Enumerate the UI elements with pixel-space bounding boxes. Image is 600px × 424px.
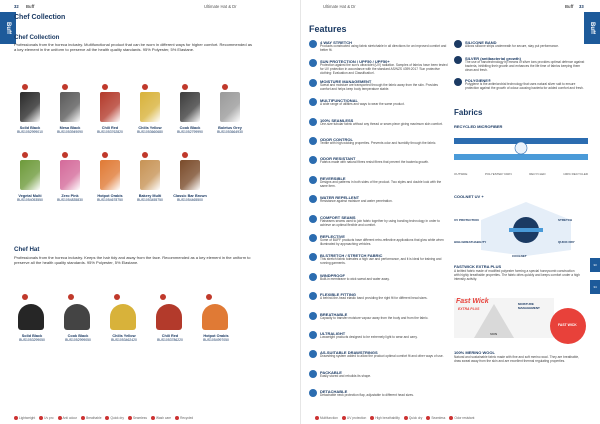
feature-title: REFLECTIVE [320, 234, 345, 239]
fastwick-title: FASTWICK EXTRA PLUS [454, 264, 502, 269]
merino-title: 100% MERINO WOOL [454, 350, 495, 355]
footer-item [404, 416, 422, 420]
feature-icon [309, 40, 317, 48]
neckwear-image [180, 160, 200, 190]
product-name: Chilis Yellow [112, 334, 136, 338]
product-name: Zero Pink [61, 194, 79, 198]
badge-icon [102, 152, 108, 158]
feature-icon [309, 98, 317, 106]
badge-icon [142, 84, 148, 90]
footer-item [315, 416, 338, 420]
side-tab[interactable]: 33 [590, 258, 600, 272]
feature-text: One-size tubular fabric without any thread or seam piece giving maximum skin comfort. [320, 121, 443, 126]
product-name: Chili Red [161, 334, 179, 338]
product-caption [92, 126, 128, 134]
product-code: BUS1053462420 [111, 338, 137, 342]
product-name: Hotpot Orabis [203, 334, 229, 338]
fastwick-label: FAST WICK [558, 323, 577, 327]
feature-title: BREATHABLE [320, 311, 348, 317]
feature-title: FLEXIBLE FITTING [320, 292, 356, 298]
feature-item [309, 234, 449, 247]
badge-icon [222, 84, 228, 90]
feature-item [309, 40, 449, 53]
footer-label: Wash care [155, 416, 172, 420]
footer-label: Multifunction [320, 416, 338, 420]
recycled-diagram [454, 130, 588, 172]
feature-item [309, 370, 449, 379]
badge-icon [62, 152, 68, 158]
footer-icon [426, 416, 430, 420]
footer-label: Quick dry [110, 416, 124, 420]
badge-icon [114, 294, 120, 300]
badge-icon [142, 152, 148, 158]
neckwear-image [100, 92, 120, 122]
product-caption [52, 194, 88, 202]
footer-icon [449, 416, 453, 420]
feature-item [309, 331, 449, 340]
neckwear-image [20, 92, 40, 122]
feature-title: BI-STRETCH / STRETCH FABRIC [320, 253, 383, 259]
feature-title: PACKABLE [320, 369, 342, 375]
footer-icon [14, 416, 18, 420]
footer-item [426, 416, 445, 420]
fastwick-label: SKIN [490, 332, 498, 336]
neckwear-image [220, 92, 240, 122]
footer-item [342, 416, 366, 420]
feature-title: MOISTURE MANAGEMENT [320, 78, 372, 84]
product-name: Classic Bar Brown [173, 194, 207, 198]
product-code: BUS1054465500 [177, 198, 203, 202]
feature-title: AS-SUITABLE DRAWSTRINGS [320, 350, 378, 356]
coolnet-label: COOLNET [512, 254, 527, 258]
feature-text: Products constructed using fabric stretchable in all directions for an improved comfort and better fit. [320, 44, 447, 52]
feature-title: ODOR CONTROL [320, 137, 353, 142]
feature-icon [454, 40, 462, 48]
chef-hat-description: Professionals from the horeca industry. Keeps the hair tidy and away from the face. Recommended as a key element in the uniform to preserve all the health quality standards. 95% Polyester, 5% Elastane. [14, 255, 251, 266]
coolnet-label: QUICK DRY [558, 240, 575, 244]
coolnet-label: HIGH BREATHABILITY [454, 240, 487, 244]
feature-icon [309, 292, 317, 300]
chef-hat-image [110, 304, 136, 330]
chef-hat-image [64, 304, 90, 330]
chef-collection-title: Chef Collection [14, 34, 60, 41]
footer-icon [342, 416, 346, 420]
footer-icon [39, 416, 43, 420]
fastwick-description: A knitted fabric made of modified polyester forming a special honeycomb construction with highly breathable properties. The fabric dries quickly and keeps comfort under a high intensity activity. [454, 269, 580, 281]
feature-text: Easily stored and rebuilds its shape. [320, 373, 372, 378]
feature-text: Detachable neck protection flap, adjustable to different head sizes. [320, 393, 414, 398]
feature-text: Resistance against moisture and water penetration. [320, 199, 393, 204]
neckwear-image [100, 160, 120, 190]
feature-text: Sweat and moisture are transported through the fabric away from the skin. Provides comfort and helps keep body temperature stable. [320, 82, 438, 91]
footer-label: Quick dry [408, 416, 423, 420]
footer-icon [128, 416, 132, 420]
feature-item [309, 312, 449, 321]
buff-logo: Buff [0, 12, 16, 44]
badge-icon [182, 84, 188, 90]
footer-item [449, 416, 474, 420]
feature-icon [309, 234, 317, 242]
neckwear-image [140, 160, 160, 190]
feature-title: MULTIFUNCTIONAL [320, 98, 358, 104]
coolnet-diagram [471, 200, 581, 258]
feature-icon [309, 253, 317, 261]
feature-text: Designs and patterns in both sides of the product. Two styles and double look with the same item. [320, 179, 442, 188]
badge-icon [62, 84, 68, 90]
right-page-number: 33 [579, 4, 584, 9]
feature-item [309, 273, 449, 282]
feature-title: WINDPROOF [320, 272, 345, 278]
footer-icon [404, 416, 408, 420]
badge-icon [206, 294, 212, 300]
neckwear-image [60, 92, 80, 122]
footer-label: Anti odour [62, 416, 78, 420]
feature-icon [309, 331, 317, 339]
right-page [300, 0, 600, 424]
footer-icon [175, 416, 179, 420]
feature-icon [309, 215, 317, 223]
feature-text: Lowweight products designed to be extremely light to wear and carry. [320, 335, 418, 339]
feature-icon [309, 195, 317, 203]
right-footer [301, 412, 600, 424]
neckwear-image [180, 92, 200, 122]
coolnet-label: UV PROTECTION [454, 218, 479, 222]
product-name: Mesa Black [59, 126, 81, 130]
features-title: Features [309, 24, 347, 34]
recycled-microfiber-title: RECYCLED MICROFIBER [454, 124, 503, 129]
product-caption [52, 126, 88, 134]
feature-item [309, 253, 449, 266]
feature-text: A wide range of utilities and ways to wear the same product. [320, 102, 405, 107]
feature-title: POLYGIENE® [465, 78, 491, 83]
badge-icon [22, 294, 28, 300]
footer-icon [315, 416, 319, 420]
footer-label: Odor resistant [454, 416, 475, 420]
footer-icon [105, 416, 109, 420]
product-caption [12, 334, 52, 342]
feature-item [309, 292, 449, 301]
footer-item [39, 416, 53, 420]
feature-item [309, 79, 449, 92]
product-name: Cook Black [67, 334, 89, 338]
feature-text: Polygiene is the antimicrobial technology that uses natural silver salt to ensure protection against the growth of odour-causing bacteria for added comfort and fresh. [465, 82, 584, 90]
product-code: BUS1054997050 [203, 338, 229, 342]
right-header [301, 0, 600, 14]
feature-title: ULTRALIGHT [320, 331, 346, 336]
footer-item [58, 416, 78, 420]
footer-item [151, 416, 171, 420]
product-name: Chili Red [101, 126, 119, 130]
product-caption [132, 126, 168, 134]
feature-item [309, 98, 449, 107]
feature-text: Textile with high-wicking properties. Prevents odor and humidity through the fabric. [320, 141, 437, 145]
feature-item [309, 215, 449, 228]
footer-icon [58, 416, 62, 420]
feature-icon [309, 59, 317, 67]
recycled-label: POLYESTER YARN [484, 172, 512, 176]
feature-icon [309, 350, 317, 358]
left-footer [0, 412, 300, 424]
product-code: BUS1053786220 [157, 338, 183, 342]
recycled-labels [454, 172, 588, 176]
product-caption [92, 194, 128, 202]
footer-label: UV protection [346, 416, 367, 420]
product-caption [58, 334, 98, 342]
footer-label: Breathable [86, 416, 102, 420]
feature-title: SILVER (antibacterial growth) [465, 56, 521, 61]
feature-item [309, 195, 449, 204]
coolnet-label: STRETCH [558, 218, 573, 222]
footer-icon [370, 416, 374, 420]
footer-label: Seamless [431, 416, 446, 420]
feature-text: Protection against the sun's ultraviolet (UV) radiation. Samples of fabrics have been tested for UV protection in accordance with the standard AS/NZS 4399:2017 'Sun protective clothing: Evaluation and Classification'. [320, 63, 448, 76]
recycled-label: 100% RECYCLED [563, 172, 588, 176]
product-code: BUS1053949090 [57, 130, 83, 134]
feature-item [454, 40, 588, 49]
feature-icon [309, 79, 317, 87]
product-code: BUS1054835830 [57, 198, 83, 202]
merino-description: Natural and sustainable fabric made with fine and soft merino wool. They are breathable, draw sweat away from the skin and are excellent thermal regulating properties. [454, 355, 580, 363]
footer-icon [81, 416, 85, 420]
chef-collection-description: Professionals from the horeca industry. Multifunctional product that can be worn in different ways for higher comfort. Recommended as a key element in the uniform to preserve all the health quality standards. 95% Polyester, 5% Elastane. [14, 42, 252, 53]
product-code: BUS1054053550 [17, 198, 43, 202]
feature-icon [309, 389, 317, 397]
side-tab[interactable]: 34 [590, 280, 600, 294]
feature-icon [309, 176, 317, 184]
footer-label: Seamless [132, 416, 147, 420]
feature-text: The use of nanotechnology by means of silver ions provides optimal defence against bacteria, inhibiting their growth and enhances the life time of fabrics keeping them clean and fresh. [465, 60, 585, 72]
feature-item [309, 176, 449, 189]
feature-title: SUN PROTECTION / UPF50 / UPF50+ [320, 59, 390, 65]
right-brand: Buff [565, 4, 574, 9]
feature-text: Flatseams seams used to join fabric together by using bonding technology in order to achieve an optimal flexible and comfort. [320, 218, 440, 227]
footer-label: High breathability [375, 416, 400, 420]
feature-title: DETACHABLE [320, 389, 348, 395]
left-section-title: Chef Collection [14, 14, 66, 21]
feature-text: Allows silicone strips underneath for secure, stay put performance. [465, 44, 559, 48]
left-running-title: Ultimate Hat & Dr [204, 4, 237, 9]
product-name: Boletus Grey [218, 126, 242, 130]
badge-icon [68, 294, 74, 300]
coolnet-title: COOLNET UV + [454, 194, 484, 199]
product-caption [172, 194, 208, 202]
feature-item [309, 389, 449, 398]
footer-label: Recycled [180, 416, 194, 420]
feature-item [309, 59, 449, 76]
product-name: Solid Black [19, 126, 41, 130]
left-page-number: 32 [14, 4, 19, 9]
product-code: BUS1054678750 [97, 198, 123, 202]
feature-title: 4 WAY STRETCH [320, 40, 353, 45]
chef-hat-image [18, 304, 44, 330]
neckwear-image [60, 160, 80, 190]
chef-hat-image [156, 304, 182, 330]
product-name: Cook Black [179, 126, 201, 130]
feature-icon [454, 56, 462, 64]
buff-logo-right: Buff [584, 12, 600, 44]
badge-icon [160, 294, 166, 300]
feature-item [309, 350, 449, 359]
product-caption [172, 126, 208, 134]
product-name: Hotpot Orabis [97, 194, 123, 198]
badge-icon [182, 152, 188, 158]
feature-item [454, 56, 588, 73]
feature-title: REVERSIBLE [320, 175, 346, 181]
feature-icon [454, 78, 462, 86]
feature-icon [309, 273, 317, 281]
feature-text: This stretch fabric tolerates a high use and performance, and it is ideal for training and running garments. [320, 257, 442, 266]
footer-item [175, 416, 193, 420]
feature-title: SILICONE BAND [465, 40, 497, 45]
recycled-label: OUTSIDE [454, 172, 468, 176]
feature-text: Built-in membrane to wick sweat and water away. [320, 276, 390, 281]
product-caption [104, 334, 144, 342]
feature-title: ODOR RESISTANT [320, 156, 356, 162]
product-caption [212, 126, 248, 134]
product-code: BUS1053299050 [19, 338, 45, 342]
product-code: BUS1052999050 [65, 338, 91, 342]
chef-hat-title: Chef Hat [14, 246, 40, 253]
feature-icon [309, 370, 317, 378]
neckwear-image [20, 160, 40, 190]
neckwear-image [140, 92, 160, 122]
product-caption [196, 334, 236, 342]
product-name: Solid Black [21, 334, 43, 338]
footer-item [105, 416, 123, 420]
product-code: BUS1053664930 [217, 130, 243, 134]
feature-icon [309, 312, 317, 320]
fabrics-title: Fabrics [454, 108, 483, 117]
badge-icon [22, 152, 28, 158]
feature-item [309, 137, 449, 146]
feature-text: Capacity to transfer moisture vapour away from the body and from the fabric. [320, 315, 429, 320]
feature-item [454, 78, 588, 91]
product-name: Vegetal Multi [18, 194, 42, 198]
feature-title: WATER REPELLENT [320, 195, 360, 201]
product-code: BUS1052999010 [17, 130, 43, 134]
footer-item [14, 416, 35, 420]
footer-item [128, 416, 147, 420]
fastwick-label: Fast Wick [456, 298, 489, 305]
product-name: Bakery Multi [138, 194, 162, 198]
footer-label: Lightweight [19, 416, 36, 420]
feature-item [309, 156, 449, 165]
left-header [0, 0, 300, 14]
product-code: BUS1052799990 [177, 130, 203, 134]
right-running-title: Ultimate Hat & Dr [323, 4, 356, 9]
product-caption [12, 194, 48, 202]
feature-title: COMFORT SEAMS [320, 214, 356, 220]
feature-text: A behind-the-head elastic band providing the right fit for different head sizes. [320, 296, 428, 301]
feature-icon [309, 156, 317, 164]
feature-icon [309, 118, 317, 126]
feature-text: Some of BUFF products have different retro-reflective applications that glow white when illuminated by approaching vehicles. [320, 238, 444, 246]
product-code: BUS1053660680 [137, 130, 163, 134]
fastwick-label: MOISTURE MANAGEMENT [518, 302, 540, 310]
footer-item [81, 416, 101, 420]
fastwick-labels [454, 294, 588, 346]
feature-text: Fabrics made with natural fibres resist fibres that prevent the bacteria growth. [320, 160, 429, 165]
badge-icon [102, 84, 108, 90]
recycled-label: RECYCLED [529, 172, 546, 176]
chef-hat-image [202, 304, 228, 330]
footer-icon [151, 416, 155, 420]
product-caption [12, 126, 48, 134]
footer-label: Uv pro [44, 416, 54, 420]
feature-item [309, 118, 449, 127]
feature-title: 100% SEAMLESS [320, 117, 354, 123]
product-code: BUS1053455750 [137, 198, 163, 202]
product-caption [132, 194, 168, 202]
feature-icon [309, 137, 317, 145]
badge-icon [22, 84, 28, 90]
product-code: BUS1053762820 [97, 130, 123, 134]
left-brand: Buff [26, 4, 35, 9]
feature-text: Drawstring system added to allow the product optimal comfort fit and other ways of use. [320, 354, 444, 359]
footer-item [370, 416, 400, 420]
product-caption [150, 334, 190, 342]
fastwick-label: EXTRA PLUS [458, 307, 480, 311]
product-name: Chilis Yellow [138, 126, 162, 130]
